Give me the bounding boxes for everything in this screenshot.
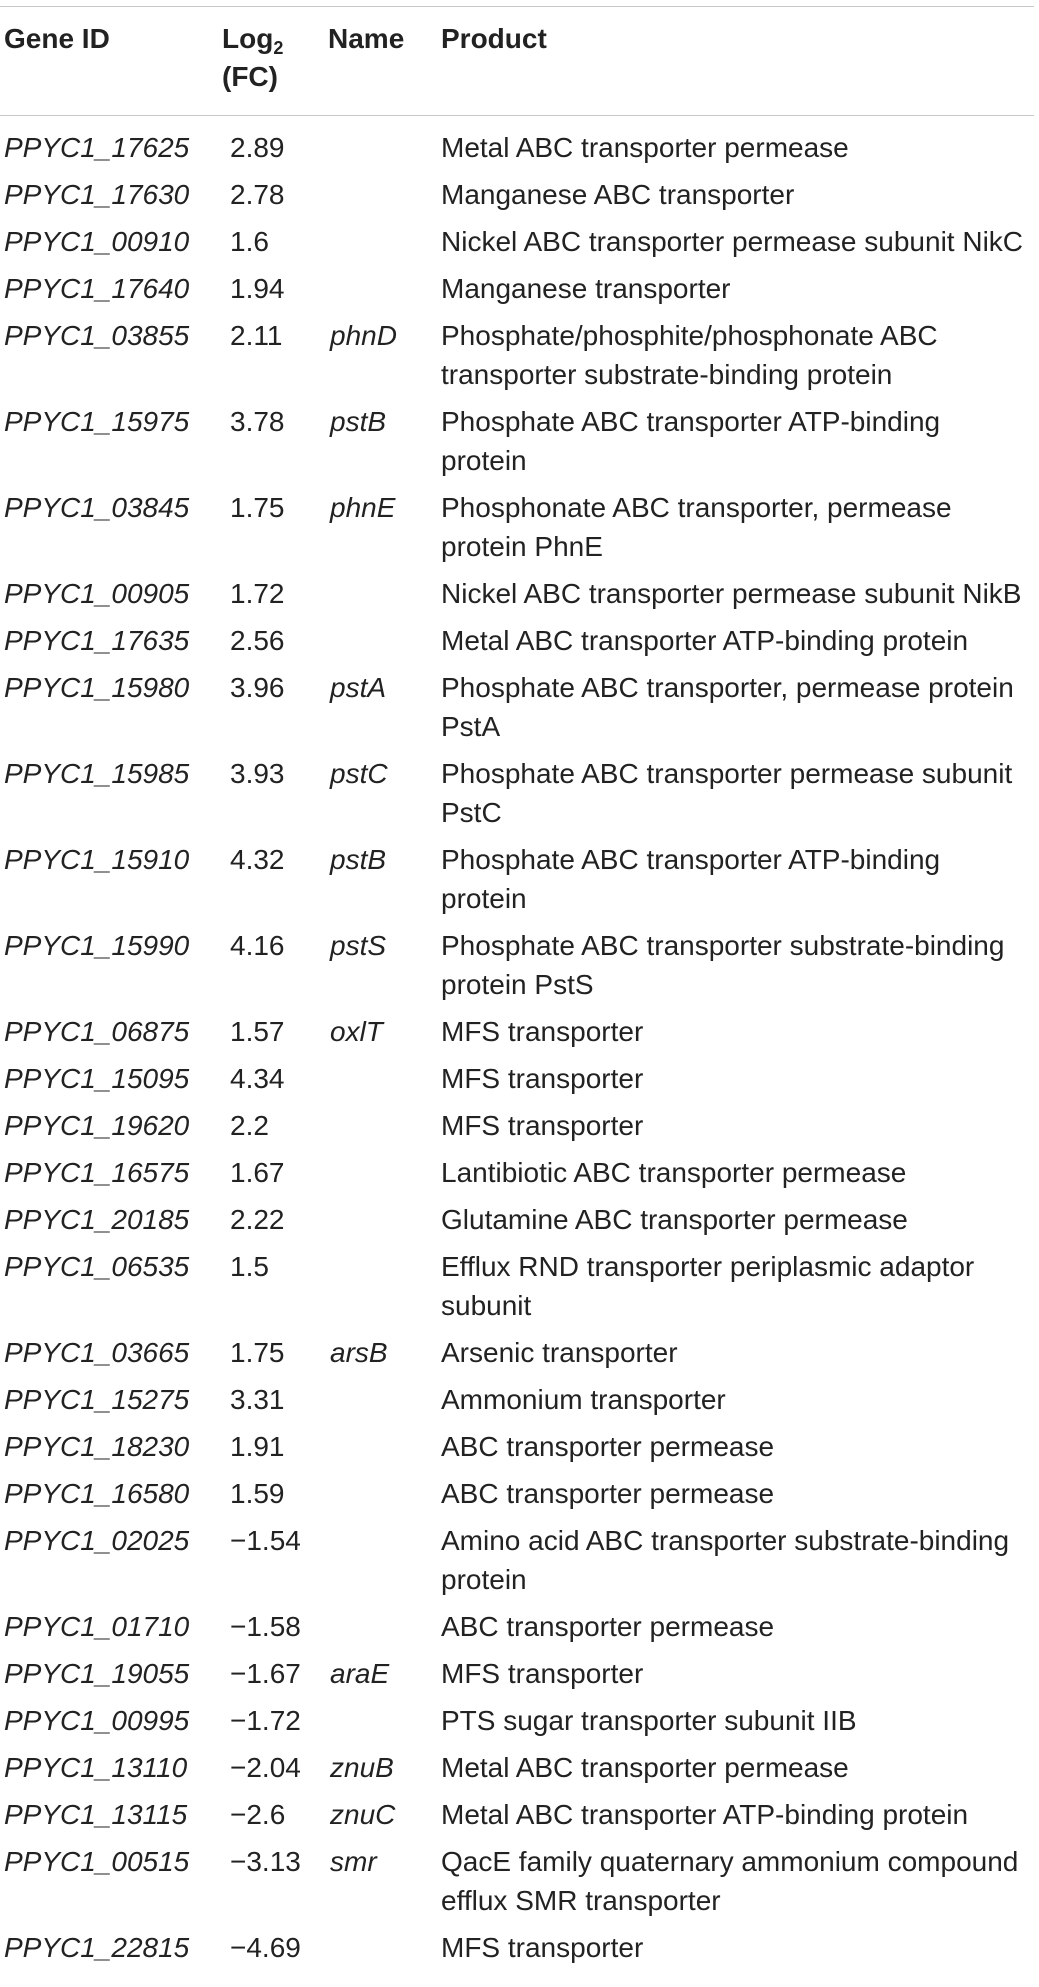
table-row xyxy=(0,1748,1039,1795)
product-cell: MFS transporter xyxy=(441,1658,644,1689)
gene-id-cell: PPYC1_00995 xyxy=(4,1705,190,1736)
table-row xyxy=(0,1521,1039,1607)
product-cell: Metal ABC transporter permease xyxy=(441,1752,849,1783)
product-cell: ABC transporter permease xyxy=(441,1611,775,1642)
table-row xyxy=(0,222,1039,269)
product-cell: PTS sugar transporter subunit IIB xyxy=(441,1705,857,1736)
product-cell: MFS transporter xyxy=(441,1016,644,1047)
log2-fc-cell: 2.89 xyxy=(230,132,285,163)
table-row xyxy=(0,488,1039,574)
log2-fc-cell: 1.6 xyxy=(230,226,269,257)
header-log2-fc xyxy=(222,20,283,96)
log2-fc-cell: −2.04 xyxy=(230,1752,301,1783)
gene-id-cell: PPYC1_02025 xyxy=(4,1525,190,1556)
table-row xyxy=(0,926,1039,1012)
table-row xyxy=(0,175,1039,222)
gene-name-cell: pstS xyxy=(330,930,387,961)
log2-fc-cell: 1.57 xyxy=(230,1016,285,1047)
table-row xyxy=(0,1153,1039,1200)
gene-id-cell: PPYC1_15275 xyxy=(4,1384,190,1415)
gene-name-cell: znuC xyxy=(330,1799,396,1830)
gene-name-cell: arsB xyxy=(330,1337,388,1368)
log2-fc-cell: −1.72 xyxy=(230,1705,301,1736)
log2-fc-cell: 3.78 xyxy=(230,406,285,437)
product-cell: Phosphate ABC transporter ATP-binding protein xyxy=(441,406,941,476)
table-row xyxy=(0,128,1039,175)
product-cell: Phosphate ABC transporter substrate-binding protein PstS xyxy=(441,930,1005,1000)
product-cell: Arsenic transporter xyxy=(441,1337,678,1368)
table-row xyxy=(0,1928,1039,1975)
gene-id-cell: PPYC1_03665 xyxy=(4,1337,190,1368)
product-cell: Metal ABC transporter ATP-binding protein xyxy=(441,1799,969,1830)
log2-fc-cell: 1.75 xyxy=(230,1337,285,1368)
product-cell: Nickel ABC transporter permease subunit NikB xyxy=(441,578,1022,609)
gene-id-cell: PPYC1_16580 xyxy=(4,1478,190,1509)
product-cell: Nickel ABC transporter permease subunit NikC xyxy=(441,226,1024,257)
gene-id-cell: PPYC1_15985 xyxy=(4,758,190,789)
table-row xyxy=(0,1795,1039,1842)
product-cell: Manganese transporter xyxy=(441,273,731,304)
gene-id-cell: PPYC1_18230 xyxy=(4,1431,190,1462)
header-log-subscript: 2 xyxy=(273,38,284,58)
header-name: Name xyxy=(328,23,405,54)
gene-id-cell: PPYC1_06875 xyxy=(4,1016,190,1047)
gene-name-cell: araE xyxy=(330,1658,390,1689)
table-row xyxy=(0,1842,1039,1928)
log2-fc-cell: −4.69 xyxy=(230,1932,301,1963)
table-row xyxy=(0,269,1039,316)
product-cell: Efflux RND transporter periplasmic adaptor subunit xyxy=(441,1251,975,1321)
gene-id-cell: PPYC1_06535 xyxy=(4,1251,190,1282)
gene-id-cell: PPYC1_00905 xyxy=(4,578,190,609)
gene-id-cell: PPYC1_17630 xyxy=(4,179,190,210)
gene-id-cell: PPYC1_15975 xyxy=(4,406,190,437)
table-row xyxy=(0,1474,1039,1521)
log2-fc-cell: −1.54 xyxy=(230,1525,301,1556)
product-cell: MFS transporter xyxy=(441,1110,644,1141)
gene-id-cell: PPYC1_19620 xyxy=(4,1110,190,1141)
gene-id-cell: PPYC1_15095 xyxy=(4,1063,190,1094)
gene-name-cell: oxlT xyxy=(330,1016,383,1047)
header-product: Product xyxy=(441,23,547,54)
gene-name-cell: pstA xyxy=(330,672,387,703)
product-cell: Phosphate ABC transporter ATP-binding protein xyxy=(441,844,941,914)
product-cell: MFS transporter xyxy=(441,1932,644,1963)
product-cell: Glutamine ABC transporter permease xyxy=(441,1204,908,1235)
table-body xyxy=(0,128,1039,1975)
product-cell: Metal ABC transporter permease xyxy=(441,132,849,163)
gene-id-cell: PPYC1_00515 xyxy=(4,1846,190,1877)
log2-fc-cell: −1.58 xyxy=(230,1611,301,1642)
gene-id-cell: PPYC1_13115 xyxy=(4,1799,188,1830)
product-cell: Phosphate/phosphite/phosphonate ABC transporter substrate-binding protein xyxy=(441,320,938,390)
table-row xyxy=(0,1059,1039,1106)
table-row xyxy=(0,1380,1039,1427)
product-cell: Lantibiotic ABC transporter permease xyxy=(441,1157,907,1188)
table-top-rule xyxy=(0,6,1034,7)
gene-id-cell: PPYC1_01710 xyxy=(4,1611,190,1642)
log2-fc-cell: 1.94 xyxy=(230,273,285,304)
product-cell: Phosphate ABC transporter, permease protein PstA xyxy=(441,672,1014,742)
log2-fc-cell: 3.96 xyxy=(230,672,285,703)
header-fc-label: (FC) xyxy=(222,61,278,92)
table-row xyxy=(0,1012,1039,1059)
log2-fc-cell: 2.2 xyxy=(230,1110,269,1141)
header-divider xyxy=(0,115,1034,116)
log2-fc-cell: 3.31 xyxy=(230,1384,285,1415)
gene-name-cell: phnD xyxy=(330,320,397,351)
product-cell: Phosphate ABC transporter permease subunit PstC xyxy=(441,758,1013,828)
table-row xyxy=(0,1106,1039,1153)
log2-fc-cell: 2.56 xyxy=(230,625,285,656)
gene-id-cell: PPYC1_17625 xyxy=(4,132,190,163)
gene-name-cell: pstB xyxy=(330,844,387,875)
gene-name-cell: phnE xyxy=(330,492,396,523)
log2-fc-cell: 1.75 xyxy=(230,492,285,523)
gene-id-cell: PPYC1_22815 xyxy=(4,1932,190,1963)
gene-id-cell: PPYC1_03855 xyxy=(4,320,190,351)
product-cell: Manganese ABC transporter xyxy=(441,179,795,210)
header-log-label: Log xyxy=(222,23,274,54)
gene-id-cell: PPYC1_13110 xyxy=(4,1752,188,1783)
log2-fc-cell: 4.34 xyxy=(230,1063,285,1094)
gene-id-cell: PPYC1_19055 xyxy=(4,1658,190,1689)
table-header-row xyxy=(0,20,1039,100)
log2-fc-cell: 1.91 xyxy=(230,1431,285,1462)
gene-id-cell: PPYC1_15910 xyxy=(4,844,190,875)
log2-fc-cell: 2.11 xyxy=(230,320,283,351)
product-cell: Phosphonate ABC transporter, permease protein PhnE xyxy=(441,492,952,562)
table-row xyxy=(0,621,1039,668)
log2-fc-cell: 4.32 xyxy=(230,844,285,875)
gene-id-cell: PPYC1_17635 xyxy=(4,625,190,656)
log2-fc-cell: 2.22 xyxy=(230,1204,285,1235)
table-row xyxy=(0,1654,1039,1701)
gene-name-cell: pstB xyxy=(330,406,387,437)
table-row xyxy=(0,1607,1039,1654)
log2-fc-cell: 2.78 xyxy=(230,179,285,210)
log2-fc-cell: −1.67 xyxy=(230,1658,301,1689)
table-row xyxy=(0,402,1039,488)
product-cell: MFS transporter xyxy=(441,1063,644,1094)
gene-id-cell: PPYC1_00910 xyxy=(4,226,190,257)
gene-id-cell: PPYC1_20185 xyxy=(4,1204,190,1235)
table-row xyxy=(0,1247,1039,1333)
table-row xyxy=(0,316,1039,402)
gene-id-cell: PPYC1_17640 xyxy=(4,273,190,304)
log2-fc-cell: 1.72 xyxy=(230,578,285,609)
table-row xyxy=(0,1427,1039,1474)
product-cell: QacE family quaternary ammonium compound efflux SMR transporter xyxy=(441,1846,1019,1916)
log2-fc-cell: 4.16 xyxy=(230,930,285,961)
gene-id-cell: PPYC1_16575 xyxy=(4,1157,190,1188)
gene-id-cell: PPYC1_15990 xyxy=(4,930,190,961)
table-row xyxy=(0,1200,1039,1247)
gene-id-cell: PPYC1_15980 xyxy=(4,672,190,703)
gene-name-cell: smr xyxy=(330,1846,377,1877)
log2-fc-cell: 1.67 xyxy=(230,1157,285,1188)
product-cell: ABC transporter permease xyxy=(441,1431,775,1462)
product-cell: Metal ABC transporter ATP-binding protein xyxy=(441,625,969,656)
gene-id-cell: PPYC1_03845 xyxy=(4,492,190,523)
log2-fc-cell: 3.93 xyxy=(230,758,285,789)
product-cell: Ammonium transporter xyxy=(441,1384,726,1415)
log2-fc-cell: −3.13 xyxy=(230,1846,301,1877)
log2-fc-cell: −2.6 xyxy=(230,1799,286,1830)
table-row xyxy=(0,1701,1039,1748)
gene-name-cell: pstC xyxy=(330,758,388,789)
table-row xyxy=(0,754,1039,840)
table-row xyxy=(0,574,1039,621)
table-row xyxy=(0,668,1039,754)
log2-fc-cell: 1.5 xyxy=(230,1251,269,1282)
product-cell: Amino acid ABC transporter substrate-binding protein xyxy=(441,1525,1010,1595)
product-cell: ABC transporter permease xyxy=(441,1478,775,1509)
gene-name-cell: znuB xyxy=(330,1752,394,1783)
table-row xyxy=(0,1333,1039,1380)
table-row xyxy=(0,840,1039,926)
header-gene-id: Gene ID xyxy=(4,23,110,54)
log2-fc-cell: 1.59 xyxy=(230,1478,285,1509)
